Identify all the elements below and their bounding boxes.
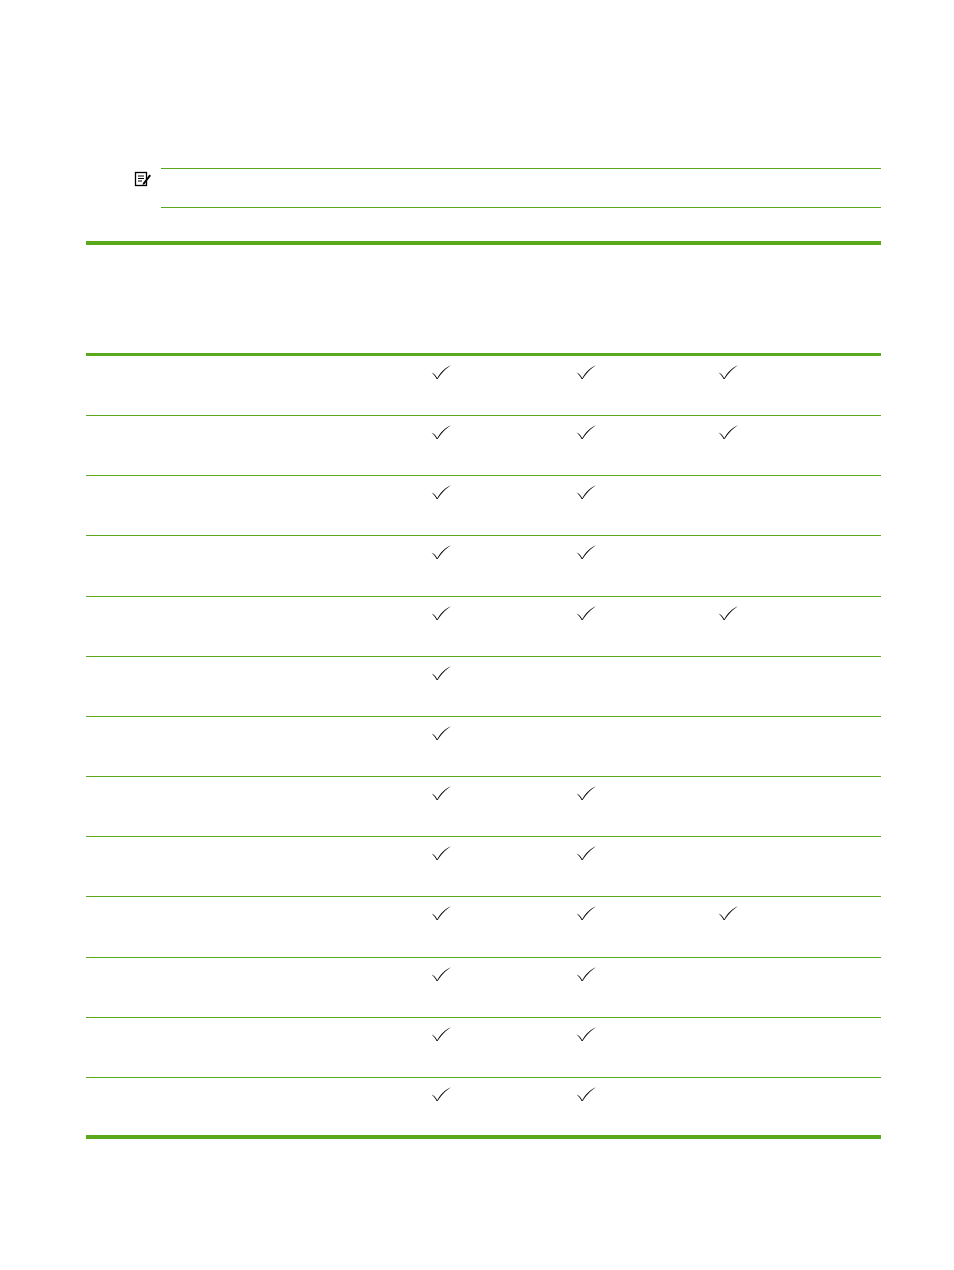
row-divider [86, 475, 881, 476]
checkmark-icon [430, 966, 452, 982]
checkmark-icon [430, 605, 452, 621]
checkmark-icon [430, 665, 452, 681]
checkmark-icon [717, 424, 739, 440]
checkmark-icon [717, 905, 739, 921]
checkmark-icon [430, 364, 452, 380]
note-top-rule [161, 168, 881, 169]
row-divider [86, 776, 881, 777]
checkmark-icon [575, 605, 597, 621]
checkmark-icon [575, 1026, 597, 1042]
checkmark-icon [575, 785, 597, 801]
table-top-rule [86, 241, 881, 245]
checkmark-icon [430, 725, 452, 741]
checkmark-icon [717, 605, 739, 621]
checkmark-icon [717, 364, 739, 380]
checkmark-icon [430, 905, 452, 921]
checkmark-icon [430, 544, 452, 560]
checkmark-icon [430, 484, 452, 500]
table-header-rule [86, 353, 881, 356]
checkmark-icon [575, 424, 597, 440]
table-bottom-rule [86, 1135, 881, 1139]
row-divider [86, 1017, 881, 1018]
checkmark-icon [430, 1086, 452, 1102]
checkmark-icon [430, 424, 452, 440]
checkmark-icon [575, 544, 597, 560]
row-divider [86, 596, 881, 597]
checkmark-icon [430, 845, 452, 861]
checkmark-icon [430, 785, 452, 801]
checkmark-icon [575, 966, 597, 982]
row-divider [86, 957, 881, 958]
row-divider [86, 836, 881, 837]
checkmark-icon [575, 905, 597, 921]
checkmark-icon [575, 1086, 597, 1102]
checkmark-icon [430, 1026, 452, 1042]
checkmark-icon [575, 364, 597, 380]
row-divider [86, 415, 881, 416]
note-icon [134, 170, 152, 188]
row-divider [86, 1077, 881, 1078]
row-divider [86, 716, 881, 717]
row-divider [86, 896, 881, 897]
note-bottom-rule [161, 207, 881, 208]
checkmark-icon [575, 484, 597, 500]
row-divider [86, 656, 881, 657]
row-divider [86, 535, 881, 536]
checkmark-icon [575, 845, 597, 861]
